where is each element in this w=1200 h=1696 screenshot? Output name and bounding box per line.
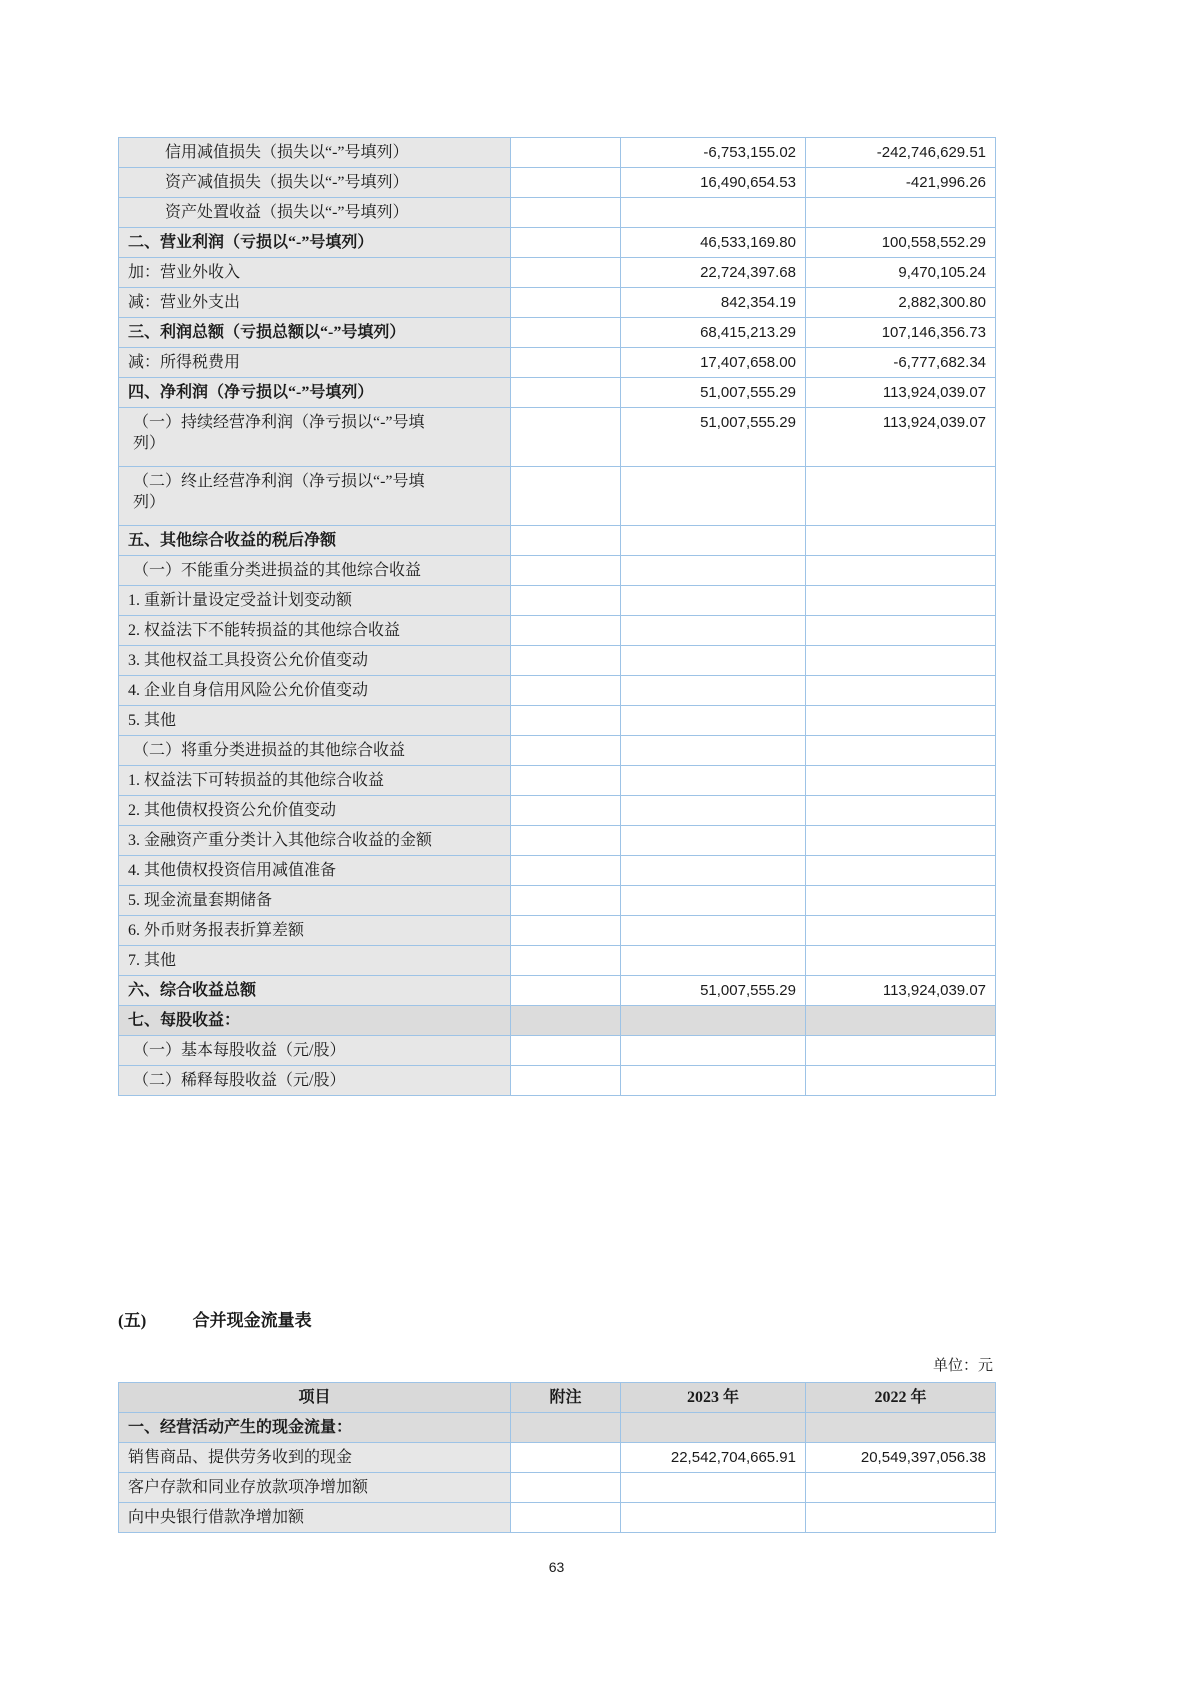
table-row [119, 1036, 996, 1066]
note-cell [511, 916, 621, 946]
value-2023-cell: 68,415,213.29 [621, 318, 806, 348]
value-2022-cell [806, 1006, 996, 1036]
value-2022-cell [806, 886, 996, 916]
table-row [119, 706, 996, 736]
item-label-cell: 4. 其他债权投资信用减值准备 [119, 856, 511, 886]
note-cell [511, 1413, 621, 1443]
table-row [119, 348, 996, 378]
table-row [119, 1473, 996, 1503]
table-row [119, 318, 996, 348]
note-cell [511, 318, 621, 348]
item-label-cell: 减：营业外支出 [119, 288, 511, 318]
item-label-cell: （一）持续经营净利润（净亏损以“-”号填列） [119, 408, 511, 467]
item-label-cell: 五、其他综合收益的税后净额 [119, 526, 511, 556]
value-2023-cell: 16,490,654.53 [621, 168, 806, 198]
unit-label: 单位：元 [932, 1358, 993, 1374]
note-cell [511, 288, 621, 318]
value-2023-cell: 842,354.19 [621, 288, 806, 318]
table-row [119, 586, 996, 616]
item-label-cell: 3. 金融资产重分类计入其他综合收益的金额 [119, 826, 511, 856]
value-2023-cell [621, 467, 806, 526]
item-label-cell: 减：所得税费用 [119, 348, 511, 378]
table-row [119, 946, 996, 976]
value-2022-cell [806, 856, 996, 886]
table-row [119, 1503, 996, 1533]
value-2023-cell [621, 198, 806, 228]
value-2022-cell [806, 526, 996, 556]
value-2023-cell: 46,533,169.80 [621, 228, 806, 258]
item-label-cell: （一）基本每股收益（元/股） [119, 1036, 511, 1066]
section-title: 合并现金流量表 [192, 1311, 312, 1330]
value-2022-cell [806, 826, 996, 856]
column-header-2023: 2023 年 [621, 1383, 806, 1413]
item-label-cell: 销售商品、提供劳务收到的现金 [119, 1443, 511, 1473]
value-2023-cell [621, 556, 806, 586]
value-2023-cell [621, 916, 806, 946]
table-row [119, 408, 996, 467]
value-2022-cell: 113,924,039.07 [806, 378, 996, 408]
value-2023-cell: 22,542,704,665.91 [621, 1443, 806, 1473]
table-row [119, 976, 996, 1006]
value-2022-cell: -421,996.26 [806, 168, 996, 198]
note-cell [511, 378, 621, 408]
item-label-cell: 二、营业利润（亏损以“-”号填列） [119, 228, 511, 258]
value-2022-cell [806, 1036, 996, 1066]
section-index: (五) [118, 1311, 147, 1330]
note-cell [511, 616, 621, 646]
table-row [119, 856, 996, 886]
item-label-cell: （一）不能重分类进损益的其他综合收益 [119, 556, 511, 586]
item-label-cell: 1. 权益法下可转损益的其他综合收益 [119, 766, 511, 796]
item-label-cell: 六、综合收益总额 [119, 976, 511, 1006]
value-2022-cell [806, 916, 996, 946]
value-2022-cell: 100,558,552.29 [806, 228, 996, 258]
value-2022-cell: 113,924,039.07 [806, 408, 996, 467]
table-row [119, 736, 996, 766]
note-cell [511, 1066, 621, 1096]
value-2022-cell: 2,882,300.80 [806, 288, 996, 318]
value-2022-cell [806, 676, 996, 706]
note-cell [511, 586, 621, 616]
column-header-note: 附注 [511, 1383, 621, 1413]
item-label-cell: 4. 企业自身信用风险公允价值变动 [119, 676, 511, 706]
note-cell [511, 946, 621, 976]
value-2023-cell [621, 1503, 806, 1533]
value-2023-cell [621, 946, 806, 976]
value-2023-cell [621, 856, 806, 886]
table-row [119, 826, 996, 856]
value-2023-cell [621, 616, 806, 646]
item-label-cell: 信用减值损失（损失以“-”号填列） [119, 138, 511, 168]
item-label-cell: 一、经营活动产生的现金流量： [119, 1413, 511, 1443]
value-2022-cell: -242,746,629.51 [806, 138, 996, 168]
section-heading [118, 1310, 995, 1332]
table-row [119, 1006, 996, 1036]
value-2022-cell [806, 586, 996, 616]
value-2023-cell: 51,007,555.29 [621, 976, 806, 1006]
value-2023-cell [621, 766, 806, 796]
column-header-2022: 2022 年 [806, 1383, 996, 1413]
table-row [119, 467, 996, 526]
table-row [119, 288, 996, 318]
note-cell [511, 1503, 621, 1533]
value-2022-cell [806, 467, 996, 526]
table-row [119, 1443, 996, 1473]
table-row [119, 198, 996, 228]
note-cell [511, 138, 621, 168]
note-cell [511, 886, 621, 916]
value-2022-cell [806, 1066, 996, 1096]
value-2022-cell: 9,470,105.24 [806, 258, 996, 288]
value-2022-cell [806, 736, 996, 766]
table-row [119, 228, 996, 258]
item-label-cell: 1. 重新计量设定受益计划变动额 [119, 586, 511, 616]
page-number: 63 [548, 1559, 565, 1575]
value-2023-cell [621, 1036, 806, 1066]
value-2022-cell: 113,924,039.07 [806, 976, 996, 1006]
item-label-cell: 资产减值损失（损失以“-”号填列） [119, 168, 511, 198]
value-2023-cell [621, 676, 806, 706]
cashflow-table [118, 1382, 996, 1533]
note-cell [511, 706, 621, 736]
item-label-cell: 七、每股收益： [119, 1006, 511, 1036]
value-2022-cell: 107,146,356.73 [806, 318, 996, 348]
item-label-cell: 四、净利润（净亏损以“-”号填列） [119, 378, 511, 408]
item-label-cell: 5. 其他 [119, 706, 511, 736]
value-2023-cell: 17,407,658.00 [621, 348, 806, 378]
value-2022-cell [806, 616, 996, 646]
table-row [119, 766, 996, 796]
value-2022-cell: -6,777,682.34 [806, 348, 996, 378]
page-content [118, 0, 995, 1576]
value-2022-cell: 20,549,397,056.38 [806, 1443, 996, 1473]
item-label-cell: 2. 权益法下不能转损益的其他综合收益 [119, 616, 511, 646]
value-2023-cell [621, 826, 806, 856]
table-row [119, 378, 996, 408]
item-label-cell: 5. 现金流量套期储备 [119, 886, 511, 916]
item-label-cell: （二）将重分类进损益的其他综合收益 [119, 736, 511, 766]
note-cell [511, 556, 621, 586]
value-2022-cell [806, 1473, 996, 1503]
item-label-cell: 三、利润总额（亏损总额以“-”号填列） [119, 318, 511, 348]
item-label-cell: 2. 其他债权投资公允价值变动 [119, 796, 511, 826]
value-2023-cell: 22,724,397.68 [621, 258, 806, 288]
item-label-cell: 资产处置收益（损失以“-”号填列） [119, 198, 511, 228]
note-cell [511, 796, 621, 826]
table-row [119, 258, 996, 288]
note-cell [511, 1036, 621, 1066]
note-cell [511, 676, 621, 706]
table-row [119, 168, 996, 198]
note-cell [511, 408, 621, 467]
table-row [119, 886, 996, 916]
item-label-cell: 7. 其他 [119, 946, 511, 976]
note-cell [511, 1473, 621, 1503]
value-2023-cell [621, 736, 806, 766]
table-row [119, 1413, 996, 1443]
value-2023-cell [621, 1473, 806, 1503]
table-row [119, 916, 996, 946]
item-label-cell: 6. 外币财务报表折算差额 [119, 916, 511, 946]
note-cell [511, 228, 621, 258]
table-row [119, 556, 996, 586]
table-row [119, 138, 996, 168]
table-row [119, 1066, 996, 1096]
value-2023-cell [621, 1006, 806, 1036]
value-2022-cell [806, 766, 996, 796]
value-2022-cell [806, 198, 996, 228]
value-2023-cell: 51,007,555.29 [621, 378, 806, 408]
value-2022-cell [806, 556, 996, 586]
cashflow-header-row [119, 1383, 996, 1413]
note-cell [511, 826, 621, 856]
value-2022-cell [806, 706, 996, 736]
value-2022-cell [806, 796, 996, 826]
note-cell [511, 198, 621, 228]
note-cell [511, 467, 621, 526]
table-row [119, 646, 996, 676]
item-label-cell: （二）终止经营净利润（净亏损以“-”号填列） [119, 467, 511, 526]
value-2022-cell [806, 646, 996, 676]
value-2023-cell [621, 586, 806, 616]
value-2022-cell [806, 1503, 996, 1533]
table-row [119, 676, 996, 706]
value-2023-cell [621, 886, 806, 916]
value-2022-cell [806, 946, 996, 976]
item-label-cell: 客户存款和同业存放款项净增加额 [119, 1473, 511, 1503]
value-2022-cell [806, 1413, 996, 1443]
table-row [119, 616, 996, 646]
note-cell [511, 976, 621, 1006]
note-cell [511, 168, 621, 198]
value-2023-cell [621, 646, 806, 676]
column-header-item: 项目 [119, 1383, 511, 1413]
table-row [119, 796, 996, 826]
table-row [119, 526, 996, 556]
note-cell [511, 736, 621, 766]
item-label-cell: 加：营业外收入 [119, 258, 511, 288]
value-2023-cell [621, 526, 806, 556]
note-cell [511, 1006, 621, 1036]
note-cell [511, 348, 621, 378]
value-2023-cell [621, 706, 806, 736]
note-cell [511, 526, 621, 556]
income-statement-table [118, 137, 996, 1096]
value-2023-cell: -6,753,155.02 [621, 138, 806, 168]
item-label-cell: （二）稀释每股收益（元/股） [119, 1066, 511, 1096]
note-cell [511, 766, 621, 796]
value-2023-cell: 51,007,555.29 [621, 408, 806, 467]
note-cell [511, 856, 621, 886]
value-2023-cell [621, 796, 806, 826]
item-label-cell: 3. 其他权益工具投资公允价值变动 [119, 646, 511, 676]
note-cell [511, 646, 621, 676]
value-2023-cell [621, 1066, 806, 1096]
note-cell [511, 258, 621, 288]
item-label-cell: 向中央银行借款净增加额 [119, 1503, 511, 1533]
value-2023-cell [621, 1413, 806, 1443]
note-cell [511, 1443, 621, 1473]
